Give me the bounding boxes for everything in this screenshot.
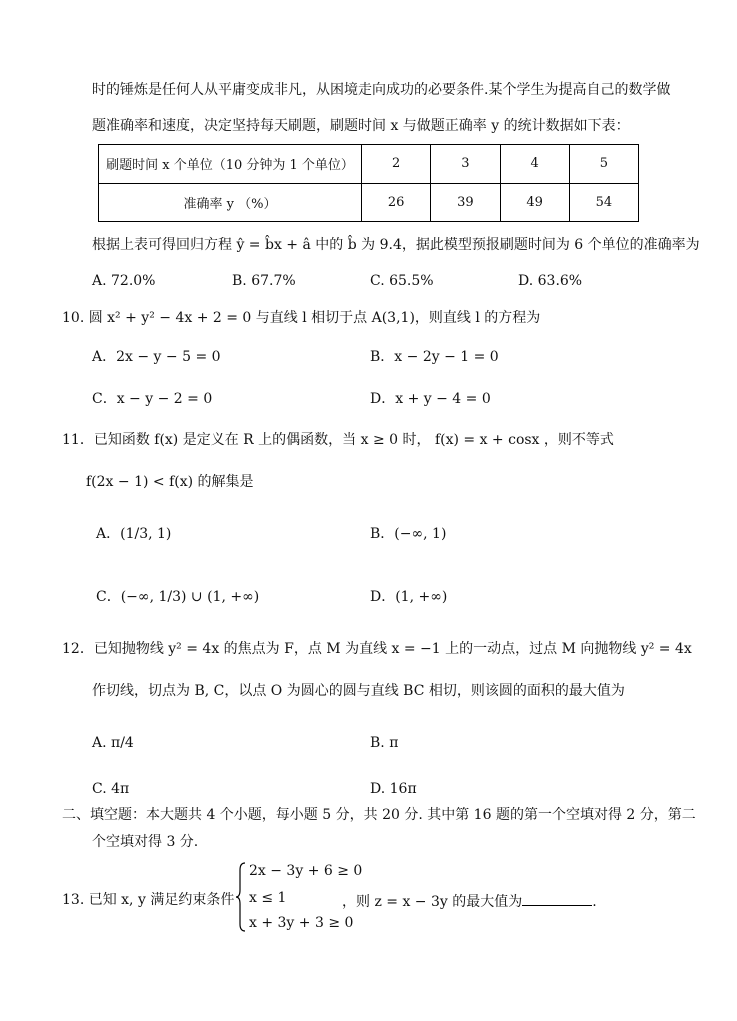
q10-option-d: D．x + y − 4 = 0 [370, 391, 491, 407]
q12-option-d: D. 16π [370, 781, 417, 797]
q13-end: . [592, 894, 597, 910]
table-cell: 2 [362, 145, 431, 184]
q10-option-a: A．2x − y − 5 = 0 [92, 349, 221, 365]
q13-suffix-row [342, 891, 597, 911]
table-cell: 刷题时间 x 个单位（10 分钟为 1 个单位） [99, 145, 362, 184]
table-cell: 5 [569, 145, 638, 184]
q11-stem-line-1: 11．已知函数 f(x) 是定义在 R 上的偶函数，当 x ≥ 0 时， f(x) = x + cosx ，则不等式 [62, 432, 614, 448]
q10-stem: 10. 圆 x² + y² − 4x + 2 = 0 与直线 l 相切于点 A(3,1)，则直线 l 的方程为 [62, 310, 541, 326]
table-cell: 4 [500, 145, 569, 184]
q11-option-d: D．(1, +∞) [370, 589, 448, 605]
q12-stem-line-1: 12．已知抛物线 y² = 4x 的焦点为 F，点 M 为直线 x = −1 上的一动点，过点 M 向抛物线 y² = 4x [62, 641, 692, 657]
q10-option-b: B．x − 2y − 1 = 0 [370, 349, 499, 365]
intro-line-1: 时的锤炼是任何人从平庸变成非凡，从困境走向成功的必要条件.某个学生为提高自己的数学做 [92, 82, 671, 98]
q9-option-a: A. 72.0% [92, 273, 156, 289]
q9-option-b: B. 67.7% [232, 273, 296, 289]
q12-option-b: B. π [370, 735, 399, 751]
table-cell: 准确率 y （%） [99, 183, 362, 222]
left-brace-icon [236, 862, 246, 932]
q9-option-d: D. 63.6% [518, 273, 583, 289]
q11-option-b: B．(−∞, 1) [370, 526, 447, 542]
q11-stem-line-2: f(2x − 1) < f(x) 的解集是 [86, 474, 254, 490]
q12-option-a: A. π/4 [92, 735, 134, 751]
q11-option-c: C．(−∞, 1/3) ∪ (1, +∞) [96, 589, 260, 605]
q13-constraint-2: x ≤ 1 [249, 890, 287, 906]
q12-stem-line-2: 作切线，切点为 B, C，以点 O 为圆心的圆与直线 BC 相切，则该圆的面积的最大值为 [92, 683, 625, 699]
q9-stem: 根据上表可得回归方程 ŷ = b̂x + â 中的 b̂ 为 9.4，据此模型预报刷题时间为 6 个单位的准确率为 [92, 237, 700, 253]
intro-line-2: 题准确率和速度，决定坚持每天刷题，刷题时间 x 与做题正确率 y 的统计数据如下表： [92, 118, 630, 134]
table-row [99, 145, 639, 184]
q10-option-c: C．x − y − 2 = 0 [92, 391, 213, 407]
table-cell: 26 [362, 183, 431, 222]
q9-option-c: C. 65.5% [370, 273, 434, 289]
answer-blank[interactable] [522, 891, 592, 906]
statistics-table [98, 144, 639, 222]
q13-suffix: ，则 z = x − 3y 的最大值为 [342, 894, 523, 910]
table-row [99, 183, 639, 222]
q13-constraint-1: 2x − 3y + 6 ≥ 0 [249, 863, 363, 879]
q11-option-a: A．(1/3, 1) [96, 526, 172, 542]
q13-prefix: 13. 已知 x, y 满足约束条件 [62, 892, 235, 908]
table-cell: 39 [431, 183, 500, 222]
section-2-line-1: 二、填空题：本大题共 4 个小题，每小题 5 分，共 20 分. 其中第 16 题的第一个空填对得 2 分，第二 [62, 807, 696, 823]
section-2-line-2: 个空填对得 3 分. [92, 834, 199, 850]
q12-option-c: C. 4π [92, 781, 130, 797]
table-cell: 3 [431, 145, 500, 184]
table-cell: 54 [569, 183, 638, 222]
q13-constraint-3: x + 3y + 3 ≥ 0 [249, 915, 354, 931]
table-cell: 49 [500, 183, 569, 222]
